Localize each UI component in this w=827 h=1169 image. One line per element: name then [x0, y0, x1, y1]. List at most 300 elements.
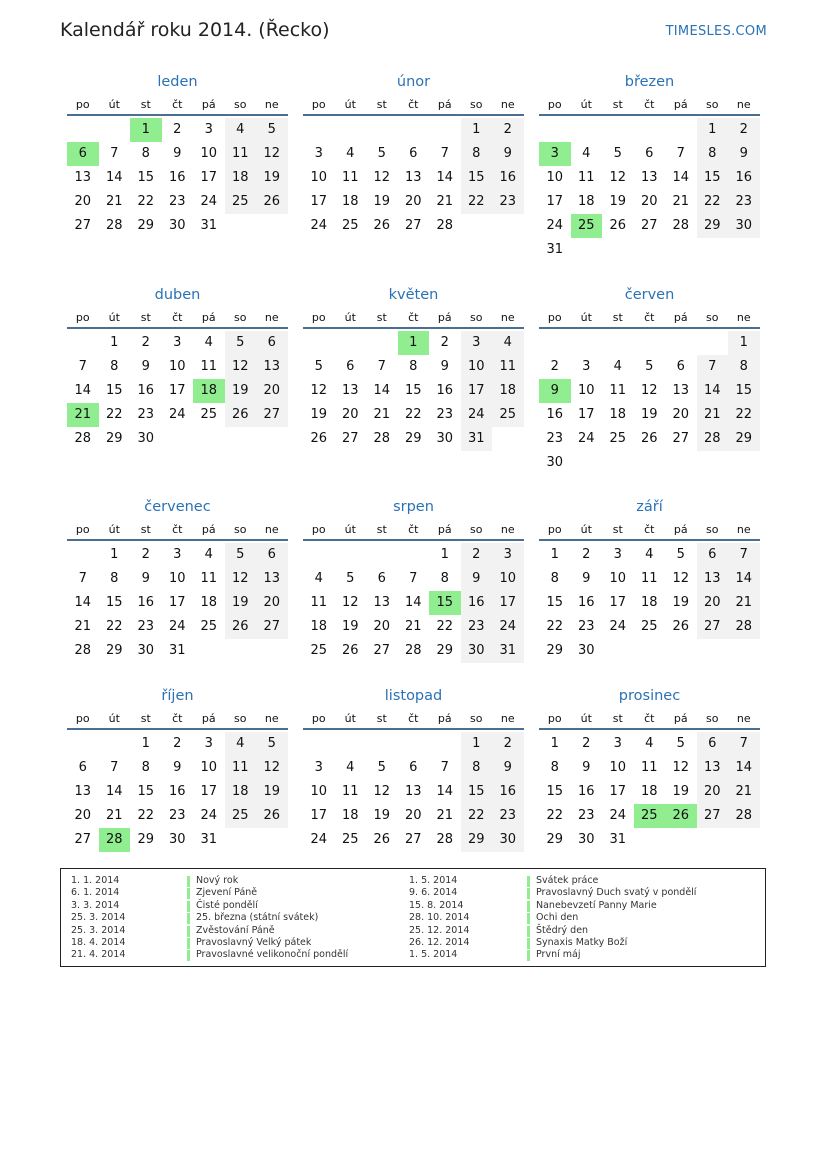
day-cell: 18 [341, 808, 359, 823]
day-cell: 12 [263, 146, 281, 161]
day-cell: 18 [341, 194, 359, 209]
day-cell: 19 [373, 194, 391, 209]
day-cell: 26 [231, 407, 249, 422]
legend-date: 3. 3. 2014 [71, 899, 120, 911]
day-cell: 7 [110, 760, 119, 775]
day-cell: 1 [550, 736, 559, 751]
day-cell: 29 [105, 431, 123, 446]
day-cell: 3 [204, 736, 213, 751]
day-cell: 31 [200, 832, 218, 847]
header-rule [303, 728, 524, 730]
legend-holiday-name: 25. března (státní svátek) [196, 912, 319, 924]
weekday-label: po [547, 98, 562, 111]
day-cell: 18 [577, 194, 595, 209]
day-cell: 1 [708, 122, 717, 137]
day-cell: 6 [346, 359, 355, 374]
day-cell: 24 [200, 194, 218, 209]
day-cell: 23 [546, 431, 564, 446]
day-cell: 10 [310, 170, 328, 185]
day-cell: 1 [141, 736, 150, 751]
day-cell: 24 [546, 218, 564, 233]
day-cell: 17 [467, 383, 485, 398]
weekday-header [539, 311, 760, 325]
day-cell: 8 [708, 146, 717, 161]
weekday-label: st [376, 311, 387, 324]
day-cell: 20 [263, 595, 281, 610]
month-name: květen [388, 287, 439, 303]
weekday-header [303, 98, 524, 112]
day-cell: 8 [409, 359, 418, 374]
day-cell: 14 [74, 595, 92, 610]
day-cell: 15 [467, 784, 485, 799]
day-cell: 28 [373, 431, 391, 446]
month-name: prosinec [618, 688, 681, 704]
weekday-label: čt [408, 311, 419, 324]
weekday-label: so [470, 712, 483, 725]
day-cell: 20 [341, 407, 359, 422]
day-cell: 20 [404, 194, 422, 209]
day-cell: 17 [200, 170, 218, 185]
day-cell: 22 [546, 808, 564, 823]
day-cell: 6 [409, 760, 418, 775]
day-cell: 5 [314, 359, 323, 374]
weekday-label: ne [500, 712, 515, 725]
legend-date: 25. 3. 2014 [71, 924, 126, 936]
day-cell: 30 [137, 431, 155, 446]
day-cell: 8 [550, 571, 559, 586]
day-cell: 19 [640, 407, 658, 422]
weekday-label: út [344, 311, 356, 324]
day-cell: 9 [173, 760, 182, 775]
weekday-label: pá [201, 98, 216, 111]
day-cell: 22 [735, 407, 753, 422]
weekday-label: ne [264, 523, 279, 536]
day-cell: 7 [78, 359, 87, 374]
day-cell: 1 [110, 547, 119, 562]
day-cell: 25 [200, 407, 218, 422]
legend-holiday-name: Svátek práce [536, 875, 599, 886]
day-cell: 22 [546, 619, 564, 634]
day-cell: 21 [404, 619, 422, 634]
day-cell: 21 [735, 595, 753, 610]
holiday-day-cell: 9 [539, 379, 571, 403]
weekday-label: po [311, 98, 326, 111]
day-cell: 11 [499, 359, 517, 374]
day-cell: 21 [74, 619, 92, 634]
legend-date: 9. 6. 2014 [409, 887, 458, 899]
day-cell: 9 [503, 760, 512, 775]
day-cell: 28 [703, 431, 721, 446]
day-cell: 30 [137, 643, 155, 658]
weekday-label: st [140, 311, 151, 324]
day-cell: 2 [582, 547, 591, 562]
day-cell: 24 [168, 407, 186, 422]
day-cell: 28 [436, 218, 454, 233]
legend-date: 1. 1. 2014 [71, 875, 120, 886]
day-cell: 29 [703, 218, 721, 233]
day-cell: 5 [377, 146, 386, 161]
legend-date: 1. 5. 2014 [409, 949, 458, 961]
day-cell: 4 [582, 146, 591, 161]
legend-date: 15. 8. 2014 [409, 899, 464, 911]
day-cell: 13 [263, 571, 281, 586]
day-cell: 18 [609, 407, 627, 422]
day-cell: 25 [231, 808, 249, 823]
legend-color-marker [527, 926, 530, 937]
day-cell: 18 [499, 383, 517, 398]
day-cell: 9 [582, 571, 591, 586]
day-cell: 2 [739, 122, 748, 137]
day-cell: 12 [341, 595, 359, 610]
weekday-label: út [108, 311, 120, 324]
day-cell: 19 [341, 619, 359, 634]
weekday-label: ne [736, 311, 751, 324]
day-cell: 23 [499, 808, 517, 823]
day-cell: 20 [74, 194, 92, 209]
day-cell: 15 [735, 383, 753, 398]
day-cell: 1 [739, 335, 748, 350]
day-cell: 8 [141, 760, 150, 775]
day-cell: 25 [341, 832, 359, 847]
day-cell: 4 [346, 146, 355, 161]
day-cell: 28 [74, 431, 92, 446]
weekday-label: út [580, 311, 592, 324]
day-cell: 25 [640, 619, 658, 634]
day-cell: 7 [409, 571, 418, 586]
weekday-label: so [470, 98, 483, 111]
day-cell: 24 [609, 619, 627, 634]
weekday-label: st [376, 523, 387, 536]
day-cell: 5 [267, 736, 276, 751]
month-name: březen [624, 74, 675, 90]
day-cell: 2 [141, 335, 150, 350]
day-cell: 14 [436, 784, 454, 799]
weekday-label: po [547, 712, 562, 725]
day-cell: 27 [341, 431, 359, 446]
day-cell: 29 [546, 832, 564, 847]
day-cell: 26 [341, 643, 359, 658]
day-cell: 27 [263, 619, 281, 634]
day-cell: 4 [645, 547, 654, 562]
weekday-label: ne [736, 523, 751, 536]
legend-holiday-name: Nanebevzetí Panny Marie [536, 899, 657, 911]
day-cell: 1 [440, 547, 449, 562]
weekday-label: ne [264, 98, 279, 111]
weekday-label: čt [644, 523, 655, 536]
weekday-header [303, 523, 524, 537]
weekday-label: st [140, 523, 151, 536]
day-cell: 30 [499, 832, 517, 847]
day-cell: 31 [200, 218, 218, 233]
day-cell: 21 [105, 194, 123, 209]
day-cell: 23 [137, 407, 155, 422]
day-cell: 11 [200, 359, 218, 374]
day-cell: 23 [735, 194, 753, 209]
weekday-label: ne [500, 98, 515, 111]
day-cell: 22 [105, 619, 123, 634]
legend-holiday-name: Štědrý den [536, 924, 589, 936]
day-cell: 29 [137, 832, 155, 847]
weekday-label: čt [644, 98, 655, 111]
day-cell: 31 [168, 643, 186, 658]
header-rule [303, 327, 524, 329]
day-cell: 26 [263, 808, 281, 823]
day-cell: 7 [739, 736, 748, 751]
weekday-label: út [108, 712, 120, 725]
weekday-label: čt [644, 712, 655, 725]
weekday-label: st [140, 98, 151, 111]
page-title: Kalendář roku 2014. (Řecko) [60, 19, 330, 41]
header-rule [67, 114, 288, 116]
day-cell: 27 [703, 619, 721, 634]
legend-color-marker [187, 888, 190, 899]
month-name: duben [154, 287, 201, 303]
legend-color-marker [527, 950, 530, 961]
day-cell: 4 [503, 335, 512, 350]
holiday-day-cell: 18 [193, 379, 225, 403]
day-cell: 4 [645, 736, 654, 751]
legend-holiday-name: Pravoslavný Velký pátek [196, 937, 312, 948]
legend-color-marker [187, 926, 190, 937]
day-cell: 12 [231, 571, 249, 586]
day-cell: 18 [640, 595, 658, 610]
day-cell: 6 [78, 760, 87, 775]
day-cell: 22 [436, 619, 454, 634]
day-cell: 31 [546, 242, 564, 257]
day-cell: 16 [467, 595, 485, 610]
weekday-header [67, 712, 288, 726]
legend-holiday-name: Nový rok [196, 875, 239, 886]
day-cell: 20 [74, 808, 92, 823]
day-cell: 2 [582, 736, 591, 751]
day-cell: 13 [672, 383, 690, 398]
weekday-label: ne [264, 712, 279, 725]
legend-holiday-name: Pravoslavný Duch svatý v pondělí [536, 887, 697, 899]
month-name: červenec [144, 499, 211, 515]
day-cell: 19 [310, 407, 328, 422]
weekday-label: pá [673, 712, 688, 725]
day-cell: 27 [640, 218, 658, 233]
day-cell: 28 [105, 218, 123, 233]
month-name: leden [157, 74, 198, 90]
day-cell: 12 [373, 170, 391, 185]
legend-color-marker [527, 913, 530, 924]
day-cell: 11 [341, 170, 359, 185]
day-cell: 22 [105, 407, 123, 422]
day-cell: 11 [231, 146, 249, 161]
day-cell: 28 [74, 643, 92, 658]
weekday-label: ne [500, 311, 515, 324]
day-cell: 10 [467, 359, 485, 374]
day-cell: 9 [739, 146, 748, 161]
day-cell: 16 [499, 170, 517, 185]
day-cell: 21 [735, 784, 753, 799]
day-cell: 7 [440, 146, 449, 161]
weekday-label: so [706, 523, 719, 536]
day-cell: 3 [613, 547, 622, 562]
day-cell: 16 [436, 383, 454, 398]
month-name: červen [624, 287, 675, 303]
day-cell: 14 [404, 595, 422, 610]
legend-date: 25. 12. 2014 [409, 924, 470, 936]
month-name: listopad [384, 688, 443, 704]
day-cell: 12 [640, 383, 658, 398]
weekday-label: út [580, 523, 592, 536]
day-cell: 11 [200, 571, 218, 586]
day-cell: 18 [231, 170, 249, 185]
day-cell: 1 [110, 335, 119, 350]
weekday-label: so [234, 523, 247, 536]
holiday-day-cell: 15 [429, 591, 461, 615]
legend-color-marker [527, 888, 530, 899]
day-cell: 19 [263, 784, 281, 799]
holiday-day-cell: 25 [571, 214, 603, 238]
day-cell: 13 [373, 595, 391, 610]
day-cell: 9 [440, 359, 449, 374]
day-cell: 21 [672, 194, 690, 209]
day-cell: 4 [204, 547, 213, 562]
day-cell: 1 [550, 547, 559, 562]
day-cell: 14 [735, 760, 753, 775]
day-cell: 2 [173, 736, 182, 751]
day-cell: 26 [373, 832, 391, 847]
day-cell: 1 [472, 122, 481, 137]
day-cell: 2 [472, 547, 481, 562]
day-cell: 16 [168, 170, 186, 185]
day-cell: 10 [200, 760, 218, 775]
day-cell: 20 [404, 808, 422, 823]
day-cell: 2 [550, 359, 559, 374]
day-cell: 29 [436, 643, 454, 658]
month-name: srpen [393, 499, 434, 515]
day-cell: 7 [377, 359, 386, 374]
day-cell: 4 [236, 122, 245, 137]
legend-holiday-name: Ochi den [536, 912, 579, 924]
day-cell: 27 [703, 808, 721, 823]
day-cell: 7 [78, 571, 87, 586]
day-cell: 23 [436, 407, 454, 422]
day-cell: 9 [503, 146, 512, 161]
weekday-label: pá [437, 523, 452, 536]
legend-color-marker [187, 913, 190, 924]
day-cell: 13 [74, 170, 92, 185]
day-cell: 15 [404, 383, 422, 398]
legend-date: 1. 5. 2014 [409, 875, 458, 886]
day-cell: 23 [467, 619, 485, 634]
holiday-day-cell: 25 [634, 804, 666, 828]
day-cell: 13 [74, 784, 92, 799]
day-cell: 14 [703, 383, 721, 398]
day-cell: 7 [440, 760, 449, 775]
day-cell: 24 [310, 218, 328, 233]
weekday-label: po [311, 311, 326, 324]
holiday-day-cell: 1 [398, 331, 430, 355]
day-cell: 10 [577, 383, 595, 398]
day-cell: 26 [373, 218, 391, 233]
legend-date: 18. 4. 2014 [71, 937, 126, 948]
day-cell: 2 [503, 736, 512, 751]
day-cell: 13 [703, 571, 721, 586]
day-cell: 6 [267, 547, 276, 562]
day-cell: 28 [735, 808, 753, 823]
header-rule [539, 114, 760, 116]
header-rule [303, 539, 524, 541]
day-cell: 23 [137, 619, 155, 634]
day-cell: 26 [640, 431, 658, 446]
day-cell: 29 [735, 431, 753, 446]
day-cell: 14 [735, 571, 753, 586]
day-cell: 13 [263, 359, 281, 374]
day-cell: 30 [436, 431, 454, 446]
legend-date: 6. 1. 2014 [71, 887, 120, 899]
site-link[interactable]: TIMESLES.COM [665, 24, 767, 39]
day-cell: 13 [404, 170, 422, 185]
weekday-label: út [344, 523, 356, 536]
day-cell: 19 [672, 595, 690, 610]
weekday-label: čt [408, 712, 419, 725]
day-cell: 24 [467, 407, 485, 422]
day-cell: 11 [341, 784, 359, 799]
day-cell: 23 [577, 808, 595, 823]
weekday-label: ne [736, 98, 751, 111]
day-cell: 28 [672, 218, 690, 233]
day-cell: 3 [472, 335, 481, 350]
day-cell: 5 [377, 760, 386, 775]
day-cell: 12 [373, 784, 391, 799]
day-cell: 10 [200, 146, 218, 161]
day-cell: 2 [440, 335, 449, 350]
day-cell: 4 [613, 359, 622, 374]
day-cell: 12 [672, 760, 690, 775]
day-cell: 28 [735, 619, 753, 634]
day-cell: 13 [703, 760, 721, 775]
legend-holiday-name: Zvěstování Páně [196, 924, 275, 936]
day-cell: 4 [314, 571, 323, 586]
weekday-label: út [580, 98, 592, 111]
day-cell: 10 [499, 571, 517, 586]
day-cell: 24 [499, 619, 517, 634]
holiday-day-cell: 6 [67, 142, 99, 166]
weekday-label: út [108, 523, 120, 536]
day-cell: 10 [168, 571, 186, 586]
day-cell: 10 [168, 359, 186, 374]
weekday-label: st [612, 98, 623, 111]
day-cell: 9 [173, 146, 182, 161]
weekday-header [67, 523, 288, 537]
header-rule [67, 539, 288, 541]
day-cell: 21 [105, 808, 123, 823]
weekday-label: po [311, 712, 326, 725]
weekday-label: po [311, 523, 326, 536]
day-cell: 15 [105, 383, 123, 398]
weekday-label: po [75, 98, 90, 111]
weekday-label: pá [673, 523, 688, 536]
day-cell: 27 [404, 218, 422, 233]
weekday-header [539, 523, 760, 537]
day-cell: 17 [609, 595, 627, 610]
day-cell: 9 [582, 760, 591, 775]
day-cell: 30 [168, 218, 186, 233]
day-cell: 26 [672, 619, 690, 634]
weekday-header [303, 712, 524, 726]
day-cell: 8 [739, 359, 748, 374]
day-cell: 6 [708, 547, 717, 562]
weekday-header [539, 712, 760, 726]
day-cell: 31 [467, 431, 485, 446]
legend-holiday-name: První máj [536, 949, 581, 961]
weekday-label: so [470, 311, 483, 324]
holiday-day-cell: 21 [67, 403, 99, 427]
